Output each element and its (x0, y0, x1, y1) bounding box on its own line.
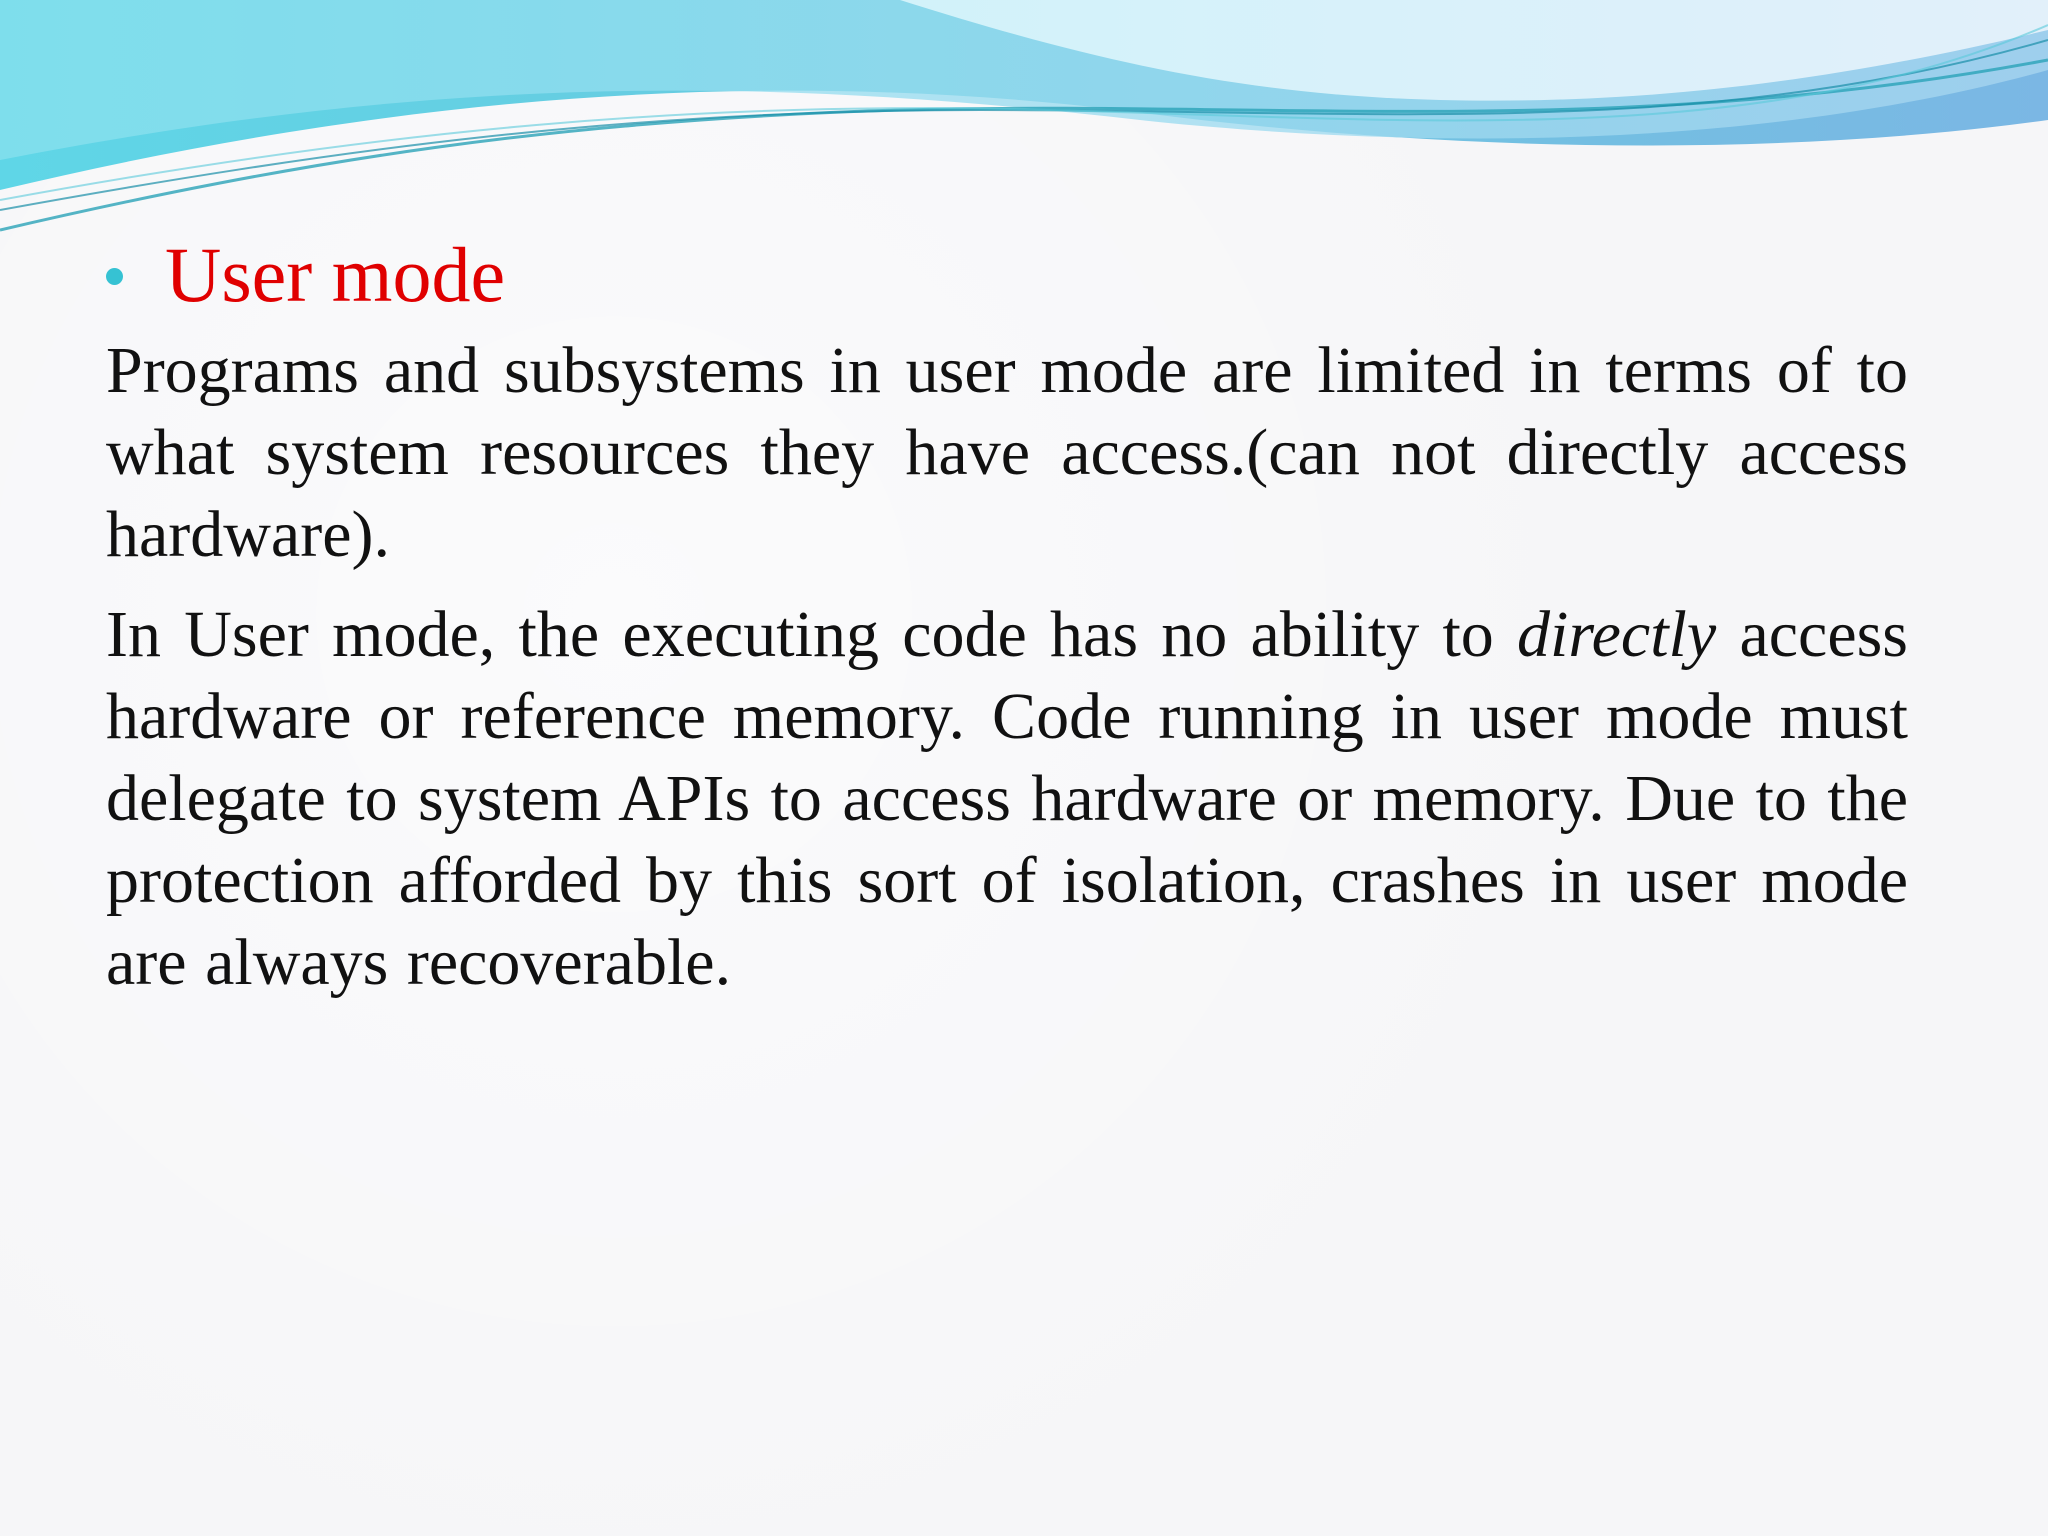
paragraph-2 (106, 594, 1908, 1004)
wave-header-decoration (0, 0, 2048, 240)
slide-content (106, 232, 1908, 1022)
paragraph-1: Programs and subsystems in user mode are limited in terms of to what system resources they have access.(can not directly access hardware). (106, 333, 1908, 571)
bullet-heading-row (106, 232, 1908, 318)
slide-heading: User mode (165, 231, 506, 318)
bullet-icon (106, 268, 123, 285)
paragraph-2-emphasis: directly (1517, 597, 1717, 671)
paragraph-2-before-emphasis: In User mode, the executing code has no ability to (106, 597, 1518, 671)
paragraph-2-after-emphasis: access hardware or reference memory. Code running in user mode must delegate to system APIs to access hardware or memory. Due to the protection afforded by this sort of isolation, crashes in user mode are always recoverable. (106, 597, 1908, 999)
